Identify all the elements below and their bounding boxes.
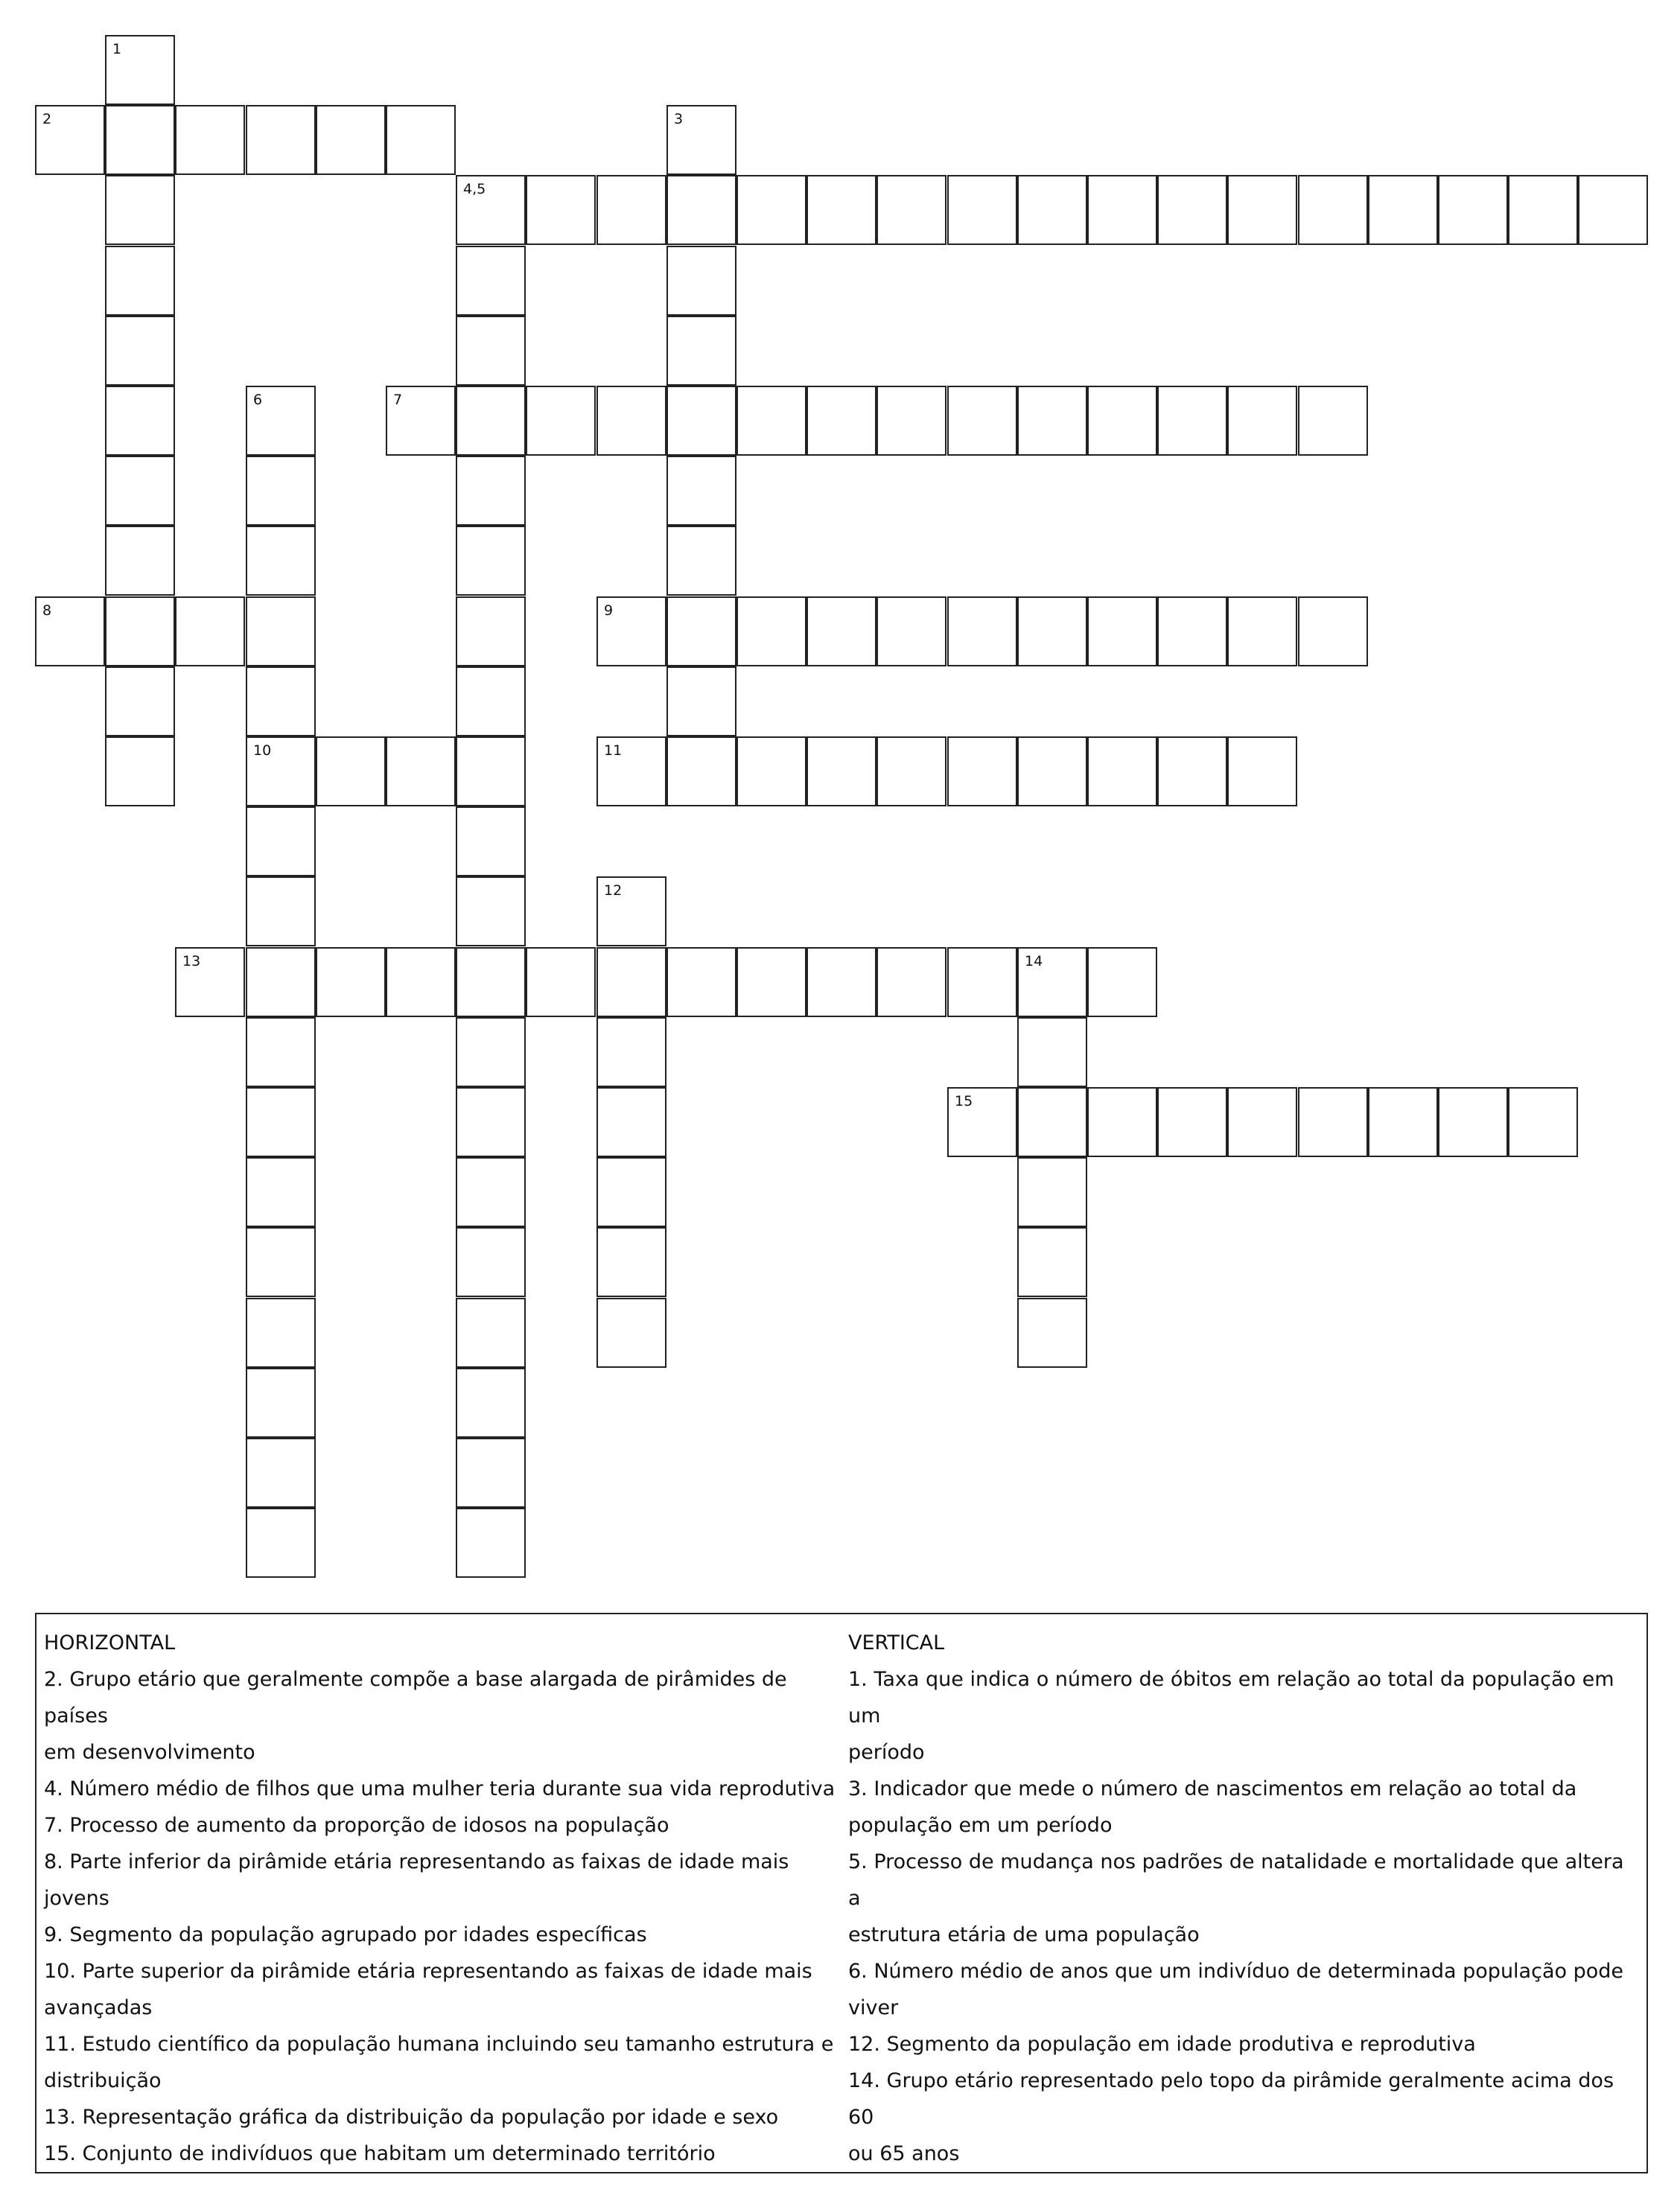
grid-cell[interactable]: [105, 736, 175, 806]
grid-cell[interactable]: [666, 666, 736, 736]
clues-box: [35, 1613, 1648, 2173]
grid-cell-13[interactable]: [175, 947, 245, 1017]
clue-number: 8: [42, 602, 52, 619]
clue-number: 1: [112, 41, 122, 57]
grid-cell[interactable]: [1227, 1087, 1297, 1157]
clue-line: 15. Conjunto de indivíduos que habitam um determinado território: [44, 2142, 716, 2165]
grid-cell[interactable]: [666, 316, 736, 386]
grid-cell[interactable]: [1087, 386, 1157, 456]
grid-cell[interactable]: [456, 456, 526, 526]
grid-cell[interactable]: [246, 1368, 316, 1438]
grid-cell[interactable]: [736, 596, 806, 666]
horizontal-heading: HORIZONTAL: [44, 1631, 176, 1654]
grid-cell[interactable]: [246, 1298, 316, 1368]
grid-cell[interactable]: [806, 947, 876, 1017]
grid-cell-3[interactable]: [666, 105, 736, 175]
grid-cell[interactable]: [105, 666, 175, 736]
grid-cell[interactable]: [246, 1227, 316, 1297]
grid-cell[interactable]: [246, 526, 316, 596]
grid-cell[interactable]: [666, 246, 736, 316]
clue-line: 3. Indicador que mede o número de nascimentos em relação ao total da: [848, 1777, 1577, 1800]
grid-cell[interactable]: [456, 876, 526, 946]
grid-cell[interactable]: [666, 947, 736, 1017]
grid-cell[interactable]: [175, 596, 245, 666]
grid-cell[interactable]: [1017, 386, 1087, 456]
grid-cell[interactable]: [596, 1017, 666, 1087]
grid-cell[interactable]: [666, 526, 736, 596]
grid-cell-14[interactable]: [1017, 947, 1087, 1017]
grid-cell-12[interactable]: [596, 876, 666, 946]
grid-cell[interactable]: [526, 947, 596, 1017]
grid-cell[interactable]: [316, 736, 386, 806]
clue-line: 7. Processo de aumento da proporção de idosos na população: [44, 1814, 669, 1837]
grid-cell[interactable]: [456, 1298, 526, 1368]
clue-line: 2. Grupo etário que geralmente compõe a base alargada de pirâmides de países: [44, 1668, 787, 1727]
grid-cell[interactable]: [736, 386, 806, 456]
grid-cell[interactable]: [105, 526, 175, 596]
grid-cell[interactable]: [596, 386, 666, 456]
grid-cell[interactable]: [947, 175, 1017, 245]
grid-cell[interactable]: [1227, 596, 1297, 666]
grid-cell[interactable]: [1227, 386, 1297, 456]
clue-number: 15: [955, 1093, 973, 1109]
clue-number: 12: [604, 882, 623, 899]
grid-cell[interactable]: [876, 386, 946, 456]
grid-cell-8[interactable]: [35, 596, 105, 666]
grid-cell[interactable]: [526, 386, 596, 456]
grid-cell-2[interactable]: [35, 105, 105, 175]
grid-cell[interactable]: [1087, 736, 1157, 806]
grid-cell[interactable]: [246, 666, 316, 736]
grid-cell[interactable]: [1157, 175, 1227, 245]
grid-cell[interactable]: [876, 736, 946, 806]
grid-cell[interactable]: [1508, 175, 1578, 245]
grid-cell[interactable]: [246, 876, 316, 946]
grid-cell-9[interactable]: [596, 596, 666, 666]
grid-cell[interactable]: [1578, 175, 1648, 245]
grid-cell-15[interactable]: [947, 1087, 1017, 1157]
grid-cell[interactable]: [456, 666, 526, 736]
grid-cell[interactable]: [876, 175, 946, 245]
grid-cell[interactable]: [736, 947, 806, 1017]
grid-cell[interactable]: [596, 947, 666, 1017]
grid-cell[interactable]: [596, 1157, 666, 1227]
grid-cell[interactable]: [596, 1087, 666, 1157]
grid-cell[interactable]: [105, 246, 175, 316]
clue-line: jovens: [44, 1887, 109, 1910]
clue-line: população em um período: [848, 1814, 1113, 1837]
grid-cell[interactable]: [105, 316, 175, 386]
grid-cell[interactable]: [1227, 175, 1297, 245]
grid-cell[interactable]: [1157, 1087, 1227, 1157]
grid-cell[interactable]: [666, 386, 736, 456]
grid-cell[interactable]: [246, 596, 316, 666]
grid-cell[interactable]: [316, 105, 386, 175]
vertical-clues: [848, 1625, 1638, 2172]
grid-cell[interactable]: [1438, 1087, 1508, 1157]
grid-cell[interactable]: [105, 596, 175, 666]
grid-cell[interactable]: [246, 105, 316, 175]
grid-cell[interactable]: [947, 947, 1017, 1017]
clue-line: 5. Processo de mudança nos padrões de natalidade e mortalidade que altera a: [848, 1850, 1624, 1910]
grid-cell[interactable]: [316, 947, 386, 1017]
grid-cell[interactable]: [105, 386, 175, 456]
grid-cell[interactable]: [596, 1227, 666, 1297]
clue-line: viver: [848, 1996, 899, 2019]
clue-number: 6: [253, 392, 263, 408]
grid-cell[interactable]: [246, 947, 316, 1017]
grid-cell[interactable]: [1087, 1087, 1157, 1157]
grid-cell[interactable]: [1017, 1087, 1087, 1157]
grid-cell[interactable]: [1017, 1157, 1087, 1227]
grid-cell[interactable]: [1157, 386, 1227, 456]
grid-cell[interactable]: [456, 1087, 526, 1157]
clue-line: 4. Número médio de filhos que uma mulher teria durante sua vida reprodutiva: [44, 1777, 836, 1800]
grid-cell[interactable]: [1298, 386, 1368, 456]
grid-cell[interactable]: [1017, 175, 1087, 245]
grid-cell[interactable]: [456, 386, 526, 456]
grid-cell[interactable]: [1157, 596, 1227, 666]
grid-cell[interactable]: [596, 1298, 666, 1368]
clue-number: 13: [182, 953, 201, 969]
grid-cell[interactable]: [246, 456, 316, 526]
grid-cell[interactable]: [175, 105, 245, 175]
grid-cell[interactable]: [456, 596, 526, 666]
grid-cell[interactable]: [386, 105, 456, 175]
clue-line: 6. Número médio de anos que um indivíduo de determinada população pode: [848, 1960, 1624, 1983]
clue-number: 2: [42, 111, 52, 127]
grid-cell[interactable]: [596, 175, 666, 245]
grid-cell[interactable]: [246, 1017, 316, 1087]
grid-cell[interactable]: [246, 1508, 316, 1578]
grid-cell[interactable]: [1017, 1017, 1087, 1087]
grid-cell[interactable]: [456, 1157, 526, 1227]
clue-line: avançadas: [44, 1996, 153, 2019]
grid-cell[interactable]: [1227, 736, 1297, 806]
grid-cell[interactable]: [947, 736, 1017, 806]
grid-cell[interactable]: [666, 736, 736, 806]
clue-line: ou 65 anos: [848, 2142, 960, 2165]
grid-cell[interactable]: [526, 175, 596, 245]
grid-cell[interactable]: [456, 1368, 526, 1438]
grid-cell[interactable]: [806, 175, 876, 245]
grid-cell[interactable]: [456, 1227, 526, 1297]
grid-cell[interactable]: [1368, 1087, 1438, 1157]
grid-cell[interactable]: [1298, 596, 1368, 666]
grid-cell-7[interactable]: [386, 386, 456, 456]
clue-number: 10: [253, 742, 272, 759]
grid-cell[interactable]: [1017, 1298, 1087, 1368]
clue-line: 1. Taxa que indica o número de óbitos em relação ao total da população em um: [848, 1668, 1614, 1727]
grid-cell[interactable]: [105, 456, 175, 526]
grid-cell[interactable]: [246, 1157, 316, 1227]
grid-cell[interactable]: [736, 175, 806, 245]
grid-cell[interactable]: [806, 736, 876, 806]
grid-cell[interactable]: [456, 1438, 526, 1508]
grid-cell[interactable]: [1017, 736, 1087, 806]
horizontal-clues: [44, 1625, 848, 2172]
grid-cell[interactable]: [806, 596, 876, 666]
grid-cell[interactable]: [806, 386, 876, 456]
grid-cell-11[interactable]: [596, 736, 666, 806]
clue-line: período: [848, 1741, 925, 1764]
clue-line: 14. Grupo etário representado pelo topo da pirâmide geralmente acima dos 60: [848, 2069, 1614, 2129]
grid-cell[interactable]: [1298, 1087, 1368, 1157]
clue-line: 12. Segmento da população em idade produtiva e reprodutiva: [848, 2033, 1476, 2056]
grid-cell[interactable]: [1368, 175, 1438, 245]
grid-cell[interactable]: [456, 947, 526, 1017]
clue-line: distribuição: [44, 2069, 162, 2092]
clue-line: em desenvolvimento: [44, 1741, 255, 1764]
clue-line: 8. Parte inferior da pirâmide etária representando as faixas de idade mais: [44, 1850, 789, 1873]
clue-number: 4,5: [463, 181, 486, 197]
grid-cell[interactable]: [1508, 1087, 1578, 1157]
grid-cell[interactable]: [666, 175, 736, 245]
clue-number: 3: [674, 111, 684, 127]
grid-cell[interactable]: [947, 596, 1017, 666]
grid-cell-1[interactable]: [105, 35, 175, 105]
grid-cell[interactable]: [246, 1438, 316, 1508]
grid-cell[interactable]: [1087, 596, 1157, 666]
grid-cell[interactable]: [456, 806, 526, 876]
clue-number: 9: [604, 602, 614, 619]
grid-cell[interactable]: [666, 456, 736, 526]
grid-cell[interactable]: [456, 246, 526, 316]
grid-cell[interactable]: [1157, 736, 1227, 806]
clue-line: 10. Parte superior da pirâmide etária representando as faixas de idade mais: [44, 1960, 812, 1983]
grid-cell[interactable]: [876, 596, 946, 666]
grid-cell[interactable]: [456, 1017, 526, 1087]
grid-cell[interactable]: [386, 736, 456, 806]
grid-cell[interactable]: [1298, 175, 1368, 245]
grid-cell[interactable]: [736, 736, 806, 806]
vertical-heading: VERTICAL: [848, 1631, 945, 1654]
clue-number: 11: [604, 742, 623, 759]
grid-cell[interactable]: [1017, 1227, 1087, 1297]
clue-line: 9. Segmento da população agrupado por idades específicas: [44, 1923, 647, 1946]
grid-cell[interactable]: [246, 806, 316, 876]
grid-cell-4-5[interactable]: [456, 175, 526, 245]
grid-cell[interactable]: [456, 316, 526, 386]
grid-cell[interactable]: [456, 526, 526, 596]
grid-cell-6[interactable]: [246, 386, 316, 456]
grid-cell[interactable]: [666, 596, 736, 666]
grid-cell-10[interactable]: [246, 736, 316, 806]
grid-cell[interactable]: [456, 1508, 526, 1578]
clue-line: 13. Representação gráfica da distribuição da população por idade e sexo: [44, 2106, 779, 2129]
grid-cell[interactable]: [876, 947, 946, 1017]
grid-cell[interactable]: [105, 105, 175, 175]
clue-line: estrutura etária de uma população: [848, 1923, 1200, 1946]
clue-line: 11. Estudo científico da população humana incluindo seu tamanho estrutura e: [44, 2033, 834, 2056]
clue-number: 7: [393, 392, 403, 408]
grid-cell[interactable]: [1087, 175, 1157, 245]
grid-cell[interactable]: [105, 175, 175, 245]
grid-cell[interactable]: [246, 1087, 316, 1157]
grid-cell[interactable]: [947, 386, 1017, 456]
grid-cell[interactable]: [1087, 947, 1157, 1017]
clue-number: 14: [1025, 953, 1043, 969]
grid-cell[interactable]: [1438, 175, 1508, 245]
grid-cell[interactable]: [1017, 596, 1087, 666]
grid-cell[interactable]: [456, 736, 526, 806]
grid-cell[interactable]: [386, 947, 456, 1017]
